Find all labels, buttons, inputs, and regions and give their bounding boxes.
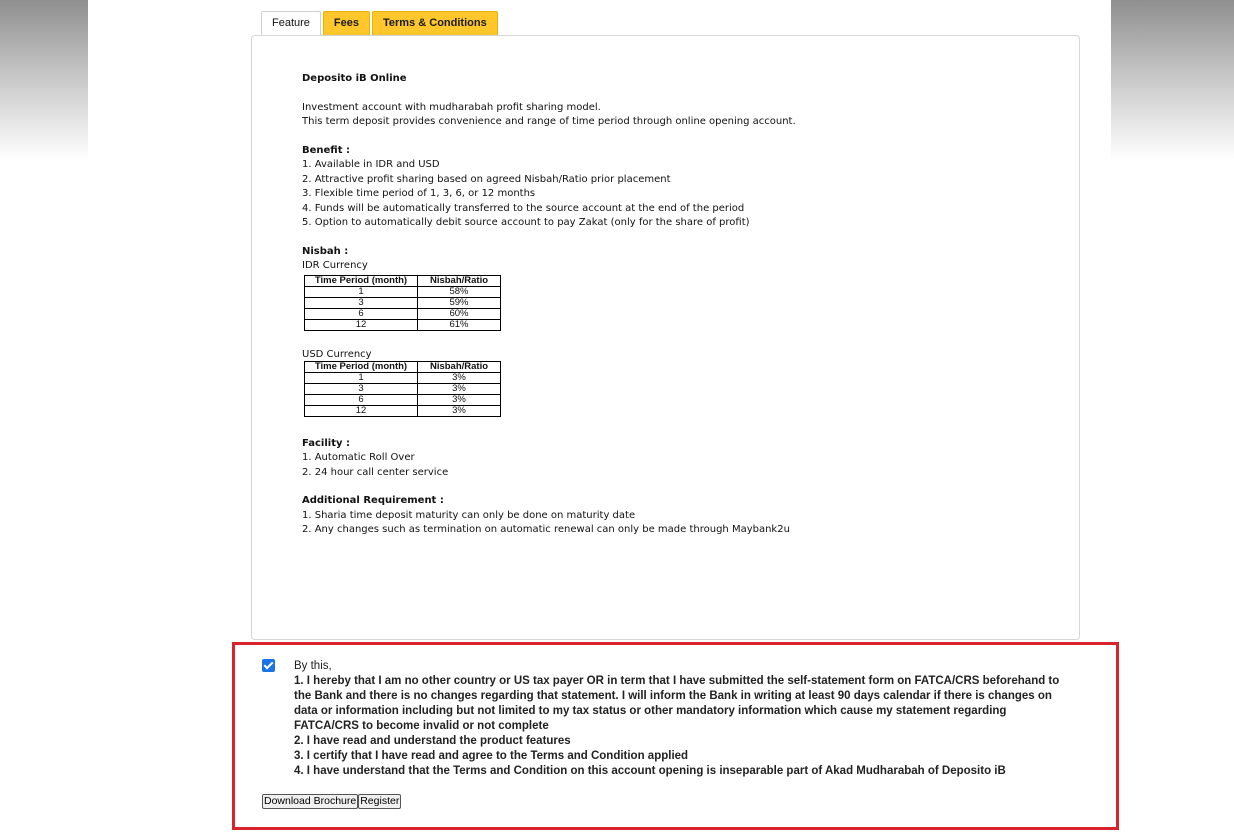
product-tabs [261,11,500,35]
feature-content [302,72,1062,538]
facility-item: 1. Automatic Roll Over [302,452,415,463]
idr-nisbah-table [304,275,501,331]
period-cell: 6 [305,308,418,319]
ratio-cell: 3% [418,394,501,405]
period-cell: 1 [305,286,418,297]
product-title: Deposito iB Online [302,73,407,84]
download-brochure-button[interactable]: Download Brochure [264,795,357,807]
tab-feature[interactable]: Feature [261,11,321,35]
benefit-heading: Benefit : [302,144,350,156]
consent-lead: By this, [294,660,332,672]
period-cell: 12 [305,319,418,330]
table-row [305,405,501,416]
tab-terms-conditions[interactable]: Terms & Conditions [372,11,498,35]
register-button[interactable]: Register [360,795,400,807]
right-gradient-margin [1111,0,1234,160]
ratio-cell: 58% [418,286,501,297]
requirement-heading: Additional Requirement : [302,495,444,506]
idr-currency-label: IDR Currency [302,260,368,271]
action-buttons [262,794,401,809]
consent-item: 4. I have understand that the Terms and Condition on this account opening is inseparable part of Akad Mudharabah of Deposito iB [294,765,1006,777]
benefit-item: 2. Attractive profit sharing based on agreed Nisbah/Ratio prior placement [302,173,671,185]
table-header: Nisbah/Ratio [418,275,501,286]
period-cell: 3 [305,383,418,394]
benefit-item: 1. Available in IDR and USD [302,159,440,170]
intro-line: This term deposit provides convenience and range of time period through online opening account. [302,116,796,127]
table-header: Time Period (month) [305,361,418,372]
requirement-item: 1. Sharia time deposit maturity can only be done on maturity date [302,509,636,521]
benefit-item: 5. Option to automatically debit source account to pay Zakat (only for the share of profit) [302,217,750,228]
consent-checkbox[interactable] [262,659,275,672]
requirement-item: 2. Any changes such as termination on automatic renewal can only be made through Maybank2u [302,524,790,535]
table-header: Time Period (month) [305,275,418,286]
usd-currency-label: USD Currency [302,348,372,360]
ratio-cell: 60% [418,308,501,319]
table-row [305,308,501,319]
consent-statement [294,659,1074,779]
table-row [305,372,501,383]
ratio-cell: 59% [418,297,501,308]
usd-nisbah-table [304,361,501,417]
period-cell: 1 [305,372,418,383]
consent-item: 3. I certify that I have read and agree to the Terms and Condition applied [294,750,689,762]
table-row [305,394,501,405]
tab-fees[interactable]: Fees [323,11,370,35]
period-cell: 6 [305,394,418,405]
ratio-cell: 3% [418,372,501,383]
table-header: Nisbah/Ratio [418,361,501,372]
nisbah-heading: Nisbah : [302,245,349,257]
benefit-item: 3. Flexible time period of 1, 3, 6, or 12 months [302,188,536,199]
ratio-cell: 3% [418,383,501,394]
ratio-cell: 61% [418,319,501,330]
left-gradient-margin [0,0,88,160]
period-cell: 3 [305,297,418,308]
facility-item: 2. 24 hour call center service [302,466,449,478]
consent-item: 2. I have read and understand the product features [294,735,571,747]
intro-line: Investment account with mudharabah profit sharing model. [302,101,601,113]
table-row [305,383,501,394]
period-cell: 12 [305,405,418,416]
table-row [305,319,501,330]
benefit-item: 4. Funds will be automatically transferred to the source account at the end of the period [302,202,745,214]
consent-item: 1. I hereby that I am no other country or US tax payer OR in term that I have submitted the self-statement form on FATCA/CRS beforehand to the Bank and there is no changes regarding that statement. I will inform the Bank in writing at least 90 days calendar if there is changes on data or information including but not limited to my tax status or other mandatory information which cause my statement regarding FATCA/CRS to become invalid or not complete [294,675,1060,732]
facility-heading: Facility : [302,437,350,449]
ratio-cell: 3% [418,405,501,416]
table-row [305,297,501,308]
table-row [305,286,501,297]
